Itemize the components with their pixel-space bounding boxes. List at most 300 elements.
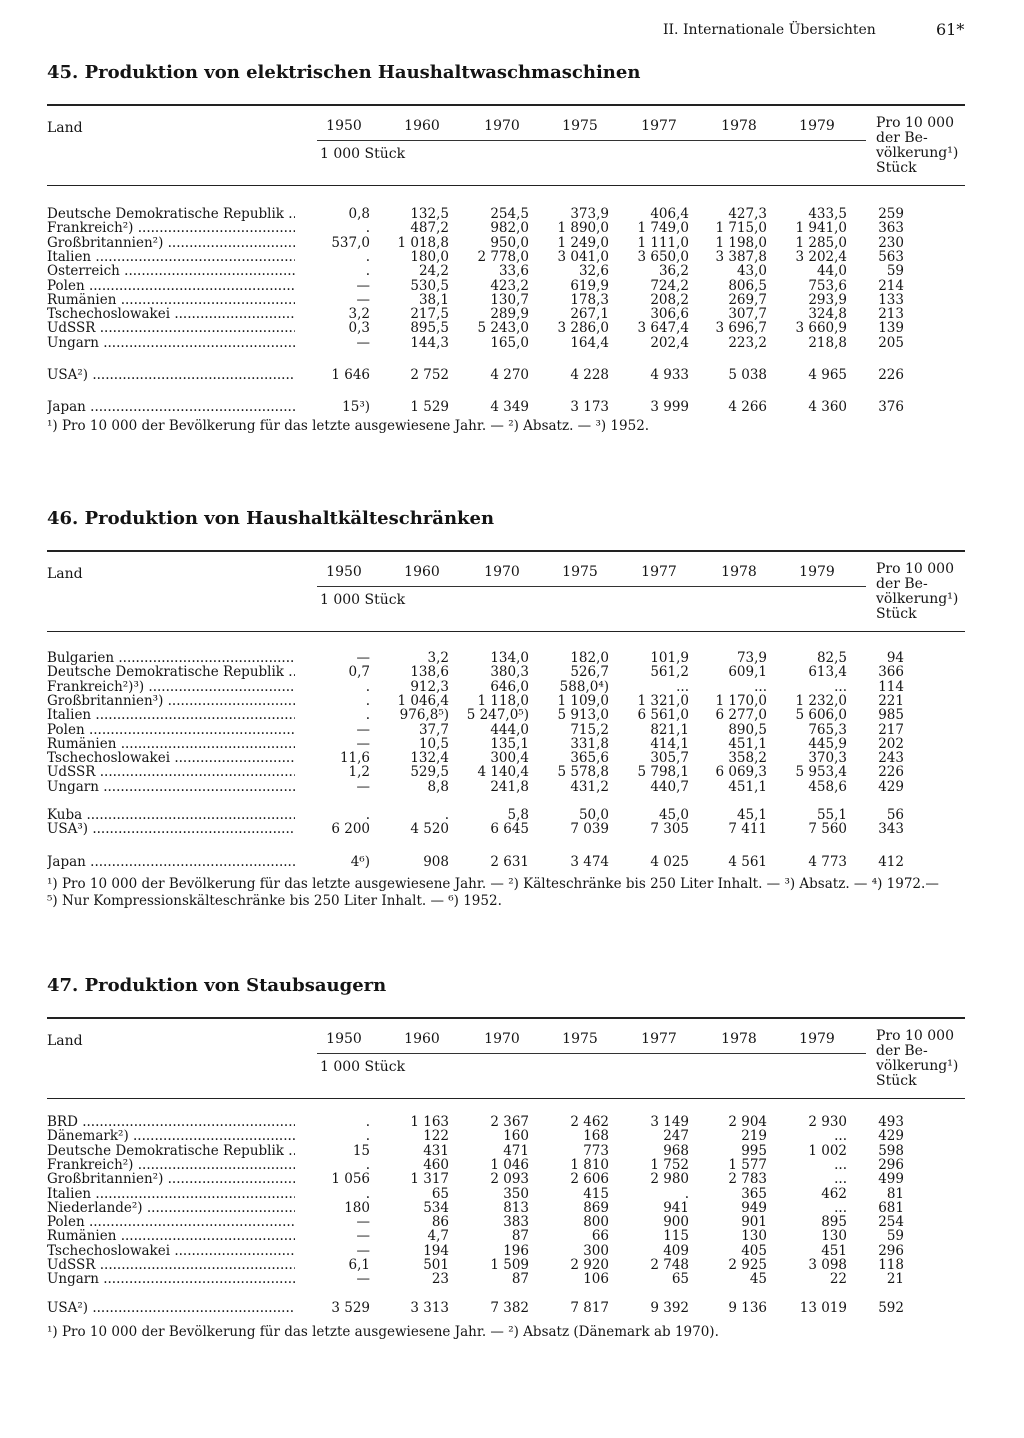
value-cell: 365 xyxy=(741,1185,767,1202)
value-cell: 5 913,0 xyxy=(557,707,609,724)
unit-rule xyxy=(317,140,866,141)
value-cell: 1 118,0 xyxy=(477,692,529,709)
value-cell: 869 xyxy=(583,1199,609,1216)
value-cell: 267,1 xyxy=(570,306,609,323)
country-label: Tschechoslowakei xyxy=(47,1243,171,1258)
table-row xyxy=(47,368,965,382)
column-header-year: 1975 xyxy=(562,1031,598,1047)
value-cell: . xyxy=(365,248,370,265)
value-cell: 3 529 xyxy=(331,1299,370,1316)
value-cell: 300,4 xyxy=(490,750,529,767)
country-name xyxy=(47,737,295,751)
value-cell: ... xyxy=(834,1171,847,1188)
country-name xyxy=(47,279,295,293)
value-cell: 2 778,0 xyxy=(477,248,529,265)
value-cell: 462 xyxy=(821,1185,847,1202)
table-title: 47. Produktion von Staubsaugern xyxy=(47,975,387,996)
value-cell: 160 xyxy=(503,1128,529,1145)
value-cell: 2 606 xyxy=(570,1171,609,1188)
table-row xyxy=(47,680,965,694)
country-label: Tschechoslowakei xyxy=(47,751,171,766)
value-cell: 132,4 xyxy=(410,750,449,767)
country-name xyxy=(47,751,295,765)
value-cell: 254,5 xyxy=(490,206,529,222)
value-cell: 164,4 xyxy=(570,334,609,351)
table-row xyxy=(47,279,965,293)
value-cell: 44,0 xyxy=(816,263,847,280)
column-header-per-capita: Pro 10 000 der Be- völkerung¹) Stück xyxy=(876,561,959,622)
value-cell: 1 577 xyxy=(728,1156,767,1173)
country-name xyxy=(47,694,295,708)
table-row xyxy=(47,1129,965,1143)
value-cell: 324,8 xyxy=(808,306,847,323)
value-cell: 501 xyxy=(423,1257,449,1273)
value-cell: 45,0 xyxy=(658,807,689,823)
column-header-year: 1978 xyxy=(721,1031,757,1047)
table-row xyxy=(47,651,965,665)
value-cell: 5 578,8 xyxy=(557,764,609,781)
value-cell: 646,0 xyxy=(490,678,529,695)
value-cell: 0,7 xyxy=(348,664,370,681)
value-cell: 1 890,0 xyxy=(557,220,609,237)
country-label: Japan xyxy=(47,854,86,869)
value-cell: . xyxy=(365,220,370,237)
country-label: Österreich xyxy=(47,264,120,279)
value-cell: 537,0 xyxy=(331,234,370,251)
per-capita-cell: 202 xyxy=(878,735,904,752)
value-cell: 451 xyxy=(821,1242,847,1259)
value-cell: 15³) xyxy=(342,399,370,416)
value-cell: 1 285,0 xyxy=(795,234,847,251)
value-cell: 415 xyxy=(583,1185,609,1202)
value-cell: 45,1 xyxy=(736,807,767,823)
value-cell: 4 561 xyxy=(728,853,767,870)
value-cell: 1 529 xyxy=(410,399,449,416)
value-cell: 7 305 xyxy=(650,821,689,838)
table-row xyxy=(47,236,965,250)
per-capita-cell: 230 xyxy=(878,234,904,251)
value-cell: 800 xyxy=(583,1214,609,1231)
country-name xyxy=(47,207,295,221)
value-cell: . xyxy=(365,692,370,709)
country-label: Kuba xyxy=(47,808,83,822)
value-cell: 11,6 xyxy=(339,750,370,767)
per-capita-cell: 376 xyxy=(878,399,904,416)
column-header-year: 1979 xyxy=(799,1031,835,1047)
column-header-year: 1977 xyxy=(641,1031,677,1047)
country-name xyxy=(47,264,295,278)
value-cell: 1 002 xyxy=(808,1142,847,1159)
value-cell: 24,2 xyxy=(418,263,449,280)
value-cell: — xyxy=(356,277,370,294)
per-capita-cell: 681 xyxy=(878,1199,904,1216)
table-row xyxy=(47,1215,965,1229)
header-bottom-rule xyxy=(47,185,965,186)
table-top-rule xyxy=(47,550,965,552)
value-cell: 941 xyxy=(663,1199,689,1216)
value-cell: 912,3 xyxy=(410,678,449,695)
per-capita-cell: 592 xyxy=(878,1299,904,1316)
table-row xyxy=(47,293,965,307)
column-header-year: 1977 xyxy=(641,564,677,580)
value-cell: 358,2 xyxy=(728,750,767,767)
country-label: Frankreich²) xyxy=(47,1157,134,1172)
table-section xyxy=(47,62,965,462)
value-cell: 0,8 xyxy=(348,206,370,222)
country-name xyxy=(47,1201,295,1215)
value-cell: 32,6 xyxy=(578,263,609,280)
value-cell: 182,0 xyxy=(570,650,609,666)
value-cell: 3 650,0 xyxy=(637,248,689,265)
value-cell: 2 367 xyxy=(490,1114,529,1130)
value-cell: 440,7 xyxy=(650,778,689,795)
value-cell: 65 xyxy=(431,1185,449,1202)
value-cell: 427,3 xyxy=(728,206,767,222)
country-label: Italien xyxy=(47,1186,92,1201)
value-cell: 773 xyxy=(583,1142,609,1159)
value-cell: 87 xyxy=(511,1228,529,1245)
value-cell: 2 748 xyxy=(650,1257,689,1273)
value-cell: 949 xyxy=(741,1199,767,1216)
value-cell: 2 925 xyxy=(728,1257,767,1273)
column-header-per-capita: Pro 10 000 der Be- völkerung¹) Stück xyxy=(876,1028,959,1089)
value-cell: 2 752 xyxy=(410,367,449,383)
column-header-per-capita: Pro 10 000 der Be- völkerung¹) Stück xyxy=(876,115,959,176)
value-cell: 86 xyxy=(431,1214,449,1231)
per-capita-cell: 296 xyxy=(878,1242,904,1259)
value-cell: 135,1 xyxy=(490,735,529,752)
value-cell: 350 xyxy=(503,1185,529,1202)
value-cell: . xyxy=(684,1185,689,1202)
per-capita-cell: 59 xyxy=(886,1228,904,1245)
value-cell: 5 798,1 xyxy=(637,764,689,781)
column-header-year: 1970 xyxy=(484,118,520,134)
column-header-year: 1950 xyxy=(326,1031,362,1047)
per-capita-cell: 133 xyxy=(878,291,904,308)
value-cell: 305,7 xyxy=(650,750,689,767)
value-cell: 15 xyxy=(352,1142,370,1159)
per-capita-cell: 205 xyxy=(878,334,904,351)
value-cell: 1 317 xyxy=(410,1171,449,1188)
value-cell: 7 411 xyxy=(728,821,767,838)
value-cell: ... xyxy=(676,678,689,695)
country-label: Rumänien xyxy=(47,1229,117,1244)
country-label: BRD xyxy=(47,1115,78,1129)
table-row xyxy=(47,400,965,414)
per-capita-cell: 94 xyxy=(886,650,904,666)
per-capita-cell: 243 xyxy=(878,750,904,767)
column-header-year: 1978 xyxy=(721,564,757,580)
value-cell: 7 817 xyxy=(570,1299,609,1316)
value-cell: 2 093 xyxy=(490,1171,529,1188)
value-cell: . xyxy=(365,678,370,695)
value-cell: 82,5 xyxy=(816,650,847,666)
column-header-year: 1970 xyxy=(484,1031,520,1047)
value-cell: 406,4 xyxy=(650,206,689,222)
per-capita-cell: 226 xyxy=(878,764,904,781)
value-cell: 431 xyxy=(423,1142,449,1159)
value-cell: 414,1 xyxy=(650,735,689,752)
country-name xyxy=(47,723,295,737)
value-cell: — xyxy=(356,291,370,308)
per-capita-cell: 213 xyxy=(878,306,904,323)
table-row xyxy=(47,665,965,679)
footnote: ¹) Pro 10 000 der Bevölkerung für das letzte ausgewiesene Jahr. — ²) Absatz. — ³) 1952. xyxy=(47,418,650,434)
country-label: Großbritannien²) xyxy=(47,1172,164,1187)
value-cell: — xyxy=(356,650,370,666)
per-capita-cell: 56 xyxy=(886,807,904,823)
value-cell: 307,7 xyxy=(728,306,767,323)
country-label: USA²) xyxy=(47,368,89,382)
value-cell: 5 038 xyxy=(728,367,767,383)
column-header-year: 1975 xyxy=(562,118,598,134)
value-cell: 968 xyxy=(663,1142,689,1159)
value-cell: 487,2 xyxy=(410,220,449,237)
unit-label: 1 000 Stück xyxy=(320,1059,406,1075)
per-capita-cell: 499 xyxy=(878,1171,904,1188)
value-cell: — xyxy=(356,1242,370,1259)
value-cell: 451,1 xyxy=(728,778,767,795)
value-cell: 55,1 xyxy=(816,807,847,823)
value-cell: 13 019 xyxy=(799,1299,847,1316)
per-capita-cell: 114 xyxy=(878,678,904,695)
value-cell: 7 039 xyxy=(570,821,609,838)
value-cell: 1 249,0 xyxy=(557,234,609,251)
value-cell: 2 980 xyxy=(650,1171,689,1188)
value-cell: . xyxy=(365,1185,370,1202)
value-cell: 4 266 xyxy=(728,399,767,416)
value-cell: 219 xyxy=(741,1128,767,1145)
value-cell: 132,5 xyxy=(410,206,449,222)
value-cell: 9 136 xyxy=(728,1299,767,1316)
table-row xyxy=(47,855,965,869)
country-label: Polen xyxy=(47,278,85,293)
value-cell: 3,2 xyxy=(427,650,449,666)
value-cell: 1 056 xyxy=(331,1171,370,1188)
value-cell: 5 953,4 xyxy=(795,764,847,781)
value-cell: 901 xyxy=(741,1214,767,1231)
header-bottom-rule xyxy=(47,631,965,632)
value-cell: 115 xyxy=(663,1228,689,1245)
country-name xyxy=(47,1115,295,1129)
value-cell: 1 170,0 xyxy=(715,692,767,709)
country-label: UdSSR xyxy=(47,765,96,780)
per-capita-cell: 226 xyxy=(878,367,904,383)
country-label: Frankreich²)³) xyxy=(47,679,145,694)
country-label: USA²) xyxy=(47,1300,89,1315)
footnote: ¹) Pro 10 000 der Bevölkerung für das letzte ausgewiesene Jahr. — ²) Kälteschränke bis 250 Liter Inhalt. — ³) Absatz. — ⁴) 1972.— xyxy=(47,876,939,892)
value-cell: 529,5 xyxy=(410,764,449,781)
value-cell: 1 810 xyxy=(570,1156,609,1173)
column-header-year: 1975 xyxy=(562,564,598,580)
value-cell: 908 xyxy=(423,853,449,870)
value-cell: 178,3 xyxy=(570,291,609,308)
value-cell: . xyxy=(365,1114,370,1130)
country-label: UdSSR xyxy=(47,321,96,336)
country-label: Deutsche Demokratische Republik xyxy=(47,1143,284,1158)
value-cell: 588,0⁴) xyxy=(559,678,609,695)
value-cell: 194 xyxy=(423,1242,449,1259)
value-cell: 9 392 xyxy=(650,1299,689,1316)
value-cell: 130 xyxy=(741,1228,767,1245)
value-cell: 534 xyxy=(423,1199,449,1216)
country-label: Bulgarien xyxy=(47,651,115,665)
value-cell: 5 606,0 xyxy=(795,707,847,724)
value-cell: 444,0 xyxy=(490,721,529,738)
country-label: Rumänien xyxy=(47,292,117,307)
value-cell: 23 xyxy=(431,1271,449,1288)
value-cell: . xyxy=(444,807,449,823)
value-cell: 6 200 xyxy=(331,821,370,838)
table-top-rule xyxy=(47,104,965,106)
country-label: Polen xyxy=(47,722,85,737)
table-row xyxy=(47,1115,965,1129)
per-capita-cell: 563 xyxy=(878,248,904,265)
per-capita-cell: 296 xyxy=(878,1156,904,1173)
value-cell: 38,1 xyxy=(418,291,449,308)
value-cell: 4 270 xyxy=(490,367,529,383)
page-number: 61* xyxy=(936,20,965,39)
value-cell: 1,2 xyxy=(348,764,370,781)
country-name xyxy=(47,236,295,250)
country-label: Ungarn xyxy=(47,1272,99,1287)
per-capita-cell: 81 xyxy=(886,1185,904,1202)
value-cell: 3 041,0 xyxy=(557,248,609,265)
value-cell: 134,0 xyxy=(490,650,529,666)
value-cell: 196 xyxy=(503,1242,529,1259)
value-cell: 4 140,4 xyxy=(477,764,529,781)
country-label: Frankreich²) xyxy=(47,221,134,236)
table-row xyxy=(47,1244,965,1258)
country-label: Polen xyxy=(47,1215,85,1230)
value-cell: 37,7 xyxy=(418,721,449,738)
value-cell: 1 941,0 xyxy=(795,220,847,237)
column-header-land: Land xyxy=(47,120,83,136)
value-cell: 22 xyxy=(829,1271,847,1288)
country-label: Italien xyxy=(47,249,92,264)
value-cell: 247 xyxy=(663,1128,689,1145)
value-cell: 982,0 xyxy=(490,220,529,237)
value-cell: 0,3 xyxy=(348,320,370,337)
value-cell: 433,5 xyxy=(808,206,847,222)
value-cell: . xyxy=(365,263,370,280)
country-name xyxy=(47,1215,295,1229)
country-name xyxy=(47,680,295,694)
value-cell: 7 382 xyxy=(490,1299,529,1316)
country-label: Großbritannien³) xyxy=(47,693,164,708)
country-label: Niederlande²) xyxy=(47,1200,143,1215)
table-row xyxy=(47,1172,965,1186)
value-cell: 821,1 xyxy=(650,721,689,738)
table-row xyxy=(47,1187,965,1201)
value-cell: 619,9 xyxy=(570,277,609,294)
country-name xyxy=(47,780,295,794)
running-header: II. Internationale Übersichten xyxy=(663,22,876,38)
value-cell: 451,1 xyxy=(728,735,767,752)
country-label: Italien xyxy=(47,708,92,723)
value-cell: 2 462 xyxy=(570,1114,609,1130)
value-cell: — xyxy=(356,721,370,738)
value-cell: 3 647,4 xyxy=(637,320,689,337)
value-cell: 1 109,0 xyxy=(557,692,609,709)
value-cell: 87 xyxy=(511,1271,529,1288)
country-name xyxy=(47,1272,295,1286)
country-name xyxy=(47,1144,295,1158)
per-capita-cell: 343 xyxy=(878,821,904,838)
country-name xyxy=(47,708,295,722)
value-cell: 613,4 xyxy=(808,664,847,681)
value-cell: 3 313 xyxy=(410,1299,449,1316)
column-header-land: Land xyxy=(47,1033,83,1049)
country-name xyxy=(47,808,295,822)
value-cell: — xyxy=(356,1271,370,1288)
value-cell: 165,0 xyxy=(490,334,529,351)
value-cell: 300 xyxy=(583,1242,609,1259)
value-cell: 6,1 xyxy=(348,1257,370,1273)
value-cell: 241,8 xyxy=(490,778,529,795)
value-cell: 715,2 xyxy=(570,721,609,738)
value-cell: 10,5 xyxy=(418,735,449,752)
value-cell: 65 xyxy=(671,1271,689,1288)
country-label: Japan xyxy=(47,400,86,415)
unit-rule xyxy=(317,586,866,587)
value-cell: 3 286,0 xyxy=(557,320,609,337)
country-label: USA³) xyxy=(47,822,89,837)
value-cell: 995 xyxy=(741,1142,767,1159)
value-cell: 895,5 xyxy=(410,320,449,337)
table-row xyxy=(47,780,965,794)
value-cell: 383 xyxy=(503,1214,529,1231)
value-cell: 289,9 xyxy=(490,306,529,323)
per-capita-cell: 221 xyxy=(878,692,904,709)
country-name xyxy=(47,221,295,235)
value-cell: 218,8 xyxy=(808,334,847,351)
footnote: ⁵) Nur Kompressionskälteschränke bis 250 Liter Inhalt. — ⁶) 1952. xyxy=(47,893,502,909)
value-cell: 4⁶) xyxy=(350,853,370,870)
value-cell: 101,9 xyxy=(650,650,689,666)
value-cell: 6 645 xyxy=(490,821,529,838)
column-header-year: 1950 xyxy=(326,118,362,134)
value-cell: 950,0 xyxy=(490,234,529,251)
per-capita-cell: 429 xyxy=(878,1128,904,1145)
per-capita-cell: 59 xyxy=(886,263,904,280)
value-cell: 73,9 xyxy=(736,650,767,666)
column-header-year: 1979 xyxy=(799,118,835,134)
per-capita-cell: 429 xyxy=(878,778,904,795)
country-name xyxy=(47,1172,295,1186)
value-cell: 1 046 xyxy=(490,1156,529,1173)
country-label: Dänemark²) xyxy=(47,1129,129,1144)
country-name xyxy=(47,336,295,350)
table-row xyxy=(47,1301,965,1315)
country-name xyxy=(47,1229,295,1243)
country-name xyxy=(47,368,295,382)
per-capita-cell: 412 xyxy=(878,853,904,870)
value-cell: 2 930 xyxy=(808,1114,847,1130)
value-cell: — xyxy=(356,1228,370,1245)
country-name xyxy=(47,400,295,414)
value-cell: 895 xyxy=(821,1214,847,1231)
table-section xyxy=(47,975,965,1375)
value-cell: 4 025 xyxy=(650,853,689,870)
value-cell: 36,2 xyxy=(658,263,689,280)
value-cell: — xyxy=(356,778,370,795)
country-label: Großbritannien²) xyxy=(47,235,164,250)
value-cell: 471 xyxy=(503,1142,529,1159)
country-label: UdSSR xyxy=(47,1258,96,1272)
table-row xyxy=(47,1258,965,1272)
value-cell: 106 xyxy=(583,1271,609,1288)
